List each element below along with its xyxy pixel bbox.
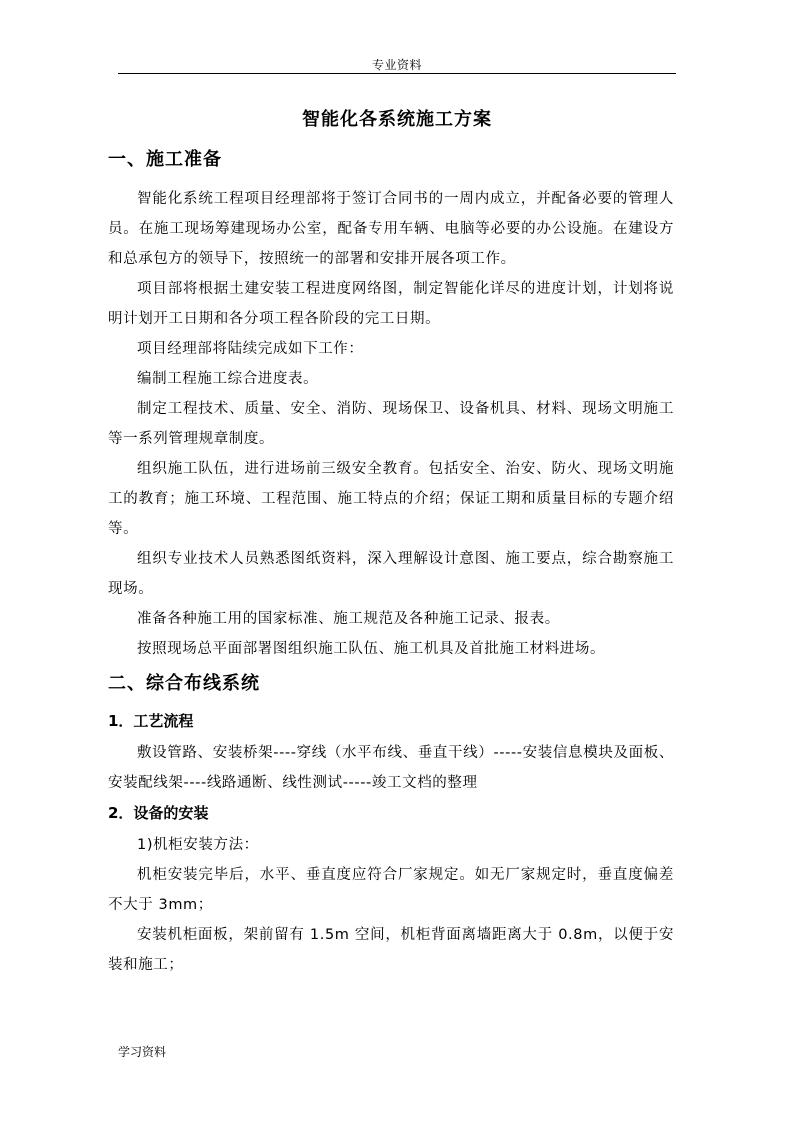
paragraph: 智能化系统工程项目经理部将于签订合同书的一周内成立，并配备必要的管理人员。在施工现场筹建现场办公室，配备专用车辆、电脑等必要的办公设施。在建设方和总承包方的领导下，按照统一的部署和安排开展各项工作。 [108,191,674,267]
paragraph: 准备各种施工用的国家标准、施工规范及各种施工记录、报表。 [137,611,560,627]
paragraph: 组织专业技术人员熟悉图纸资料，深入理解设计意图、施工要点，综合勘察施工现场。 [108,551,674,597]
paragraph: 编制工程施工综合进度表。 [137,371,319,387]
document-body [108,146,674,980]
paragraph: 机柜安装完毕后，水平、垂直度应符合厂家规定。如无厂家规定时，垂直度偏差不大于 3mm； [108,867,674,913]
paragraph: 项目经理部将陆续完成如下工作： [137,341,364,357]
section-heading-cabling: 二、综合布线系统 [108,673,260,694]
page-footer: 学习资料 [118,1045,167,1059]
subsection-heading-process: 1．工艺流程 [108,712,194,730]
page-header: 专业资料 [371,58,422,72]
paragraph: 按照现场总平面部署图组织施工队伍、施工机具及首批施工材料进场。 [137,641,606,657]
paragraph: 1)机柜安装方法： [137,837,259,853]
subsection-heading-installation: 2．设备的安装 [108,804,209,822]
paragraph: 敷设管路、安装桥架----穿线（水平布线、垂直干线）-----安装信息模块及面板、安装配线架----线路通断、线性测试-----竣工文档的整理 [108,745,674,791]
paragraph: 组织施工队伍，进行进场前三级安全教育。包括安全、治安、防火、现场文明施工的教育；施工环境、工程范围、施工特点的介绍；保证工期和质量目标的专题介绍等。 [108,461,674,537]
header-divider [118,73,676,74]
paragraph: 制定工程技术、质量、安全、消防、现场保卫、设备机具、材料、现场文明施工等一系列管理规章制度。 [108,401,674,447]
paragraph: 安装机柜面板，架前留有 1.5m 空间，机柜背面离墙距离大于 0.8m，以便于安装和施工； [108,927,674,973]
section-heading-preparation: 一、施工准备 [108,149,222,170]
document-title: 智能化各系统施工方案 [302,109,492,130]
paragraph: 项目部将根据土建安装工程进度网络图，制定智能化详尽的进度计划，计划将说明计划开工日期和各分项工程各阶段的完工日期。 [108,281,674,327]
